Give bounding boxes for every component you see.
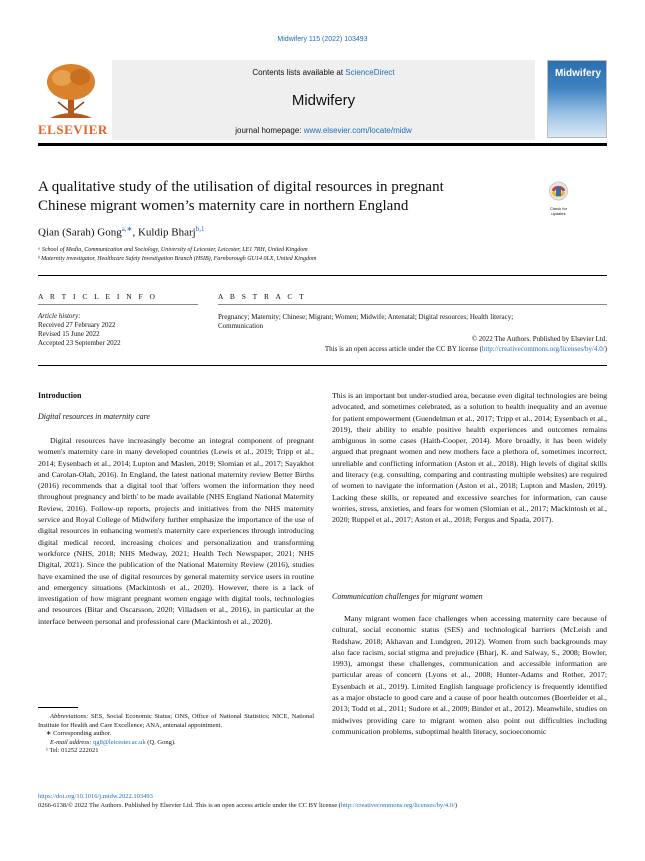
article-history [38,312,208,348]
author-1[interactable]: Qian (Sarah) Gong [38,226,122,239]
footnote-rule [38,707,78,708]
accepted-date: Accepted 23 September 2022 [38,339,121,347]
elsevier-logo[interactable] [38,60,108,138]
contents-line [112,68,535,77]
digital-resources-subheading: Digital resources in maternity care [38,412,150,421]
page-footer [38,792,607,810]
author-2-affiliation[interactable]: b,1 [195,225,205,233]
abstract-rule [218,304,607,305]
communication-challenges-subheading: Communication challenges for migrant women [332,592,483,601]
telephone-footnote: ¹ Tel: 01252 222021 [46,747,99,754]
license-prefix: This is an open access article under the CC BY license ( [324,345,482,353]
history-label: Article history: [38,312,81,320]
corresponding-author: ∗ Corresponding author. [46,730,112,737]
license-suffix: ) [604,345,607,353]
email-link[interactable]: qg8@leicester.ac.uk [93,738,146,746]
article-title [38,178,528,216]
title-line-1: A qualitative study of the utilisation of digital resources in pregnant [38,179,444,195]
right-column-paragraph-2 [332,613,607,737]
journal-reference[interactable]: Midwifery 115 (2022) 103493 [277,36,368,43]
contents-prefix: Contents lists available at [252,68,344,77]
footer-license-link[interactable]: http://creativecommons.org/licenses/by/4.0/ [340,802,455,809]
author-list [38,225,538,239]
introduction-heading: Introduction [38,391,82,400]
elsevier-tree-icon [44,62,98,120]
received-date: Received 27 February 2022 [38,321,116,329]
footnotes [38,713,314,756]
homepage-prefix: journal homepage: [235,126,302,135]
issn-suffix: ) [454,802,458,809]
homepage-line [112,126,535,135]
crossmark-text-1: Check for [549,206,568,211]
keywords-line-1: Pregnancy; Maternity; Chinese; Migrant; Women; Midwife; Antenatal; Digital resources; Health literacy; [218,313,514,321]
abstract-rule-bottom [38,365,607,366]
author-1-affiliation[interactable]: a,∗ [121,225,133,233]
author-separator: , [132,226,138,239]
intro-paragraph [38,435,314,627]
title-line-2: Chinese migrant women’s maternity care in northern England [38,198,409,214]
abbreviations-footnote [38,713,314,730]
right-paragraph-1-text: This is an important but under-studied area, because even digital technologies are being advocated, and sometimes celebrated, as a solution to health inequality and an avenue for patient empowerment (Guendelman et al., 2017; Tripp et al., 2014; Eysenbach et al., 2019), their ability to enable positive health experiences and outcomes remains ambiguous in some cases (Haith-Cooper, 2014). More broadly, it has been widely argued that pregnant women and new mothers face a plethora of, sometimes incorrect, unreliable and conflicting information (Aston et al., 2018). High levels of digital skills and literacy (e.g. consulting, comparing and contrasting multiple websites) are required of women to navigate the information (Aston et al., 2018; Lupton and Maslen, 2019). Lacking these skills, or repeated and excessive searches for information, can cause worries, stress, anxieties, and fears for women (Slomian et al., 2017; Mackintosh et al., 2020; Ruppel et al., 2017; Aston et al., 2018; Fergus and Spada, 2017). [332,391,607,525]
cover-title: Midwifery [554,68,602,79]
affiliation-a: ᵃ School of Media, Communication and Sociology, University of Leicester, Leicester, LE1 7RH, United Kingdom [38,247,308,253]
elsevier-wordmark: ELSEVIER [38,122,108,137]
email-label: E-mail address: [50,738,92,746]
check-for-updates-button[interactable] [543,181,574,216]
revised-date: Revised 15 June 2022 [38,330,100,338]
issn-prefix: 0266-6138/© 2022 The Authors. Published by Elsevier Ltd. This is an open access article under the CC BY license ( [38,802,341,809]
right-paragraph-2-text: Many migrant women face challenges when accessing maternity care because of cultural, social economic status (SES) and technological barriers (McLeish and Redshaw, 2018; Akhavan and Lundgren, 2012). Women from such backgrounds may also face racism, social stigma and prejudice (Bharj, K. and Salway, S., 2008; Bowler, 1993), amongst these challenges, communication and accessible information are particular areas of concern (Lyons et al., 2008; Hunter-Adams and Rother, 2017; Eysenbach et al., 2019). Limited English language proficiency is frequently identified as a major obstacle to good care and a cause of poor health outcomes (Boerleider et al., 2013; Todd et al., 2011; Sudore et al., 2009; Binder et al., 2012). Meanwhile, studies on midwives providing care to migrant women also point out difficulties including communication problems, suboptimal health literacy, socioeconomic [332,614,607,736]
crossmark-text-2: updates [551,210,566,216]
abbreviations-text: SES, Social Economic Status; ONS, Office of National Statistics; NICE, National Institute for Health and Care Excellence; ANA, antenatal appointment. [38,713,315,729]
header-rule [38,143,607,146]
article-info-heading: A R T I C L E I N F O [38,292,158,301]
journal-cover[interactable] [547,60,607,138]
article-info-rule [38,304,198,305]
author-2[interactable]: Kuldip Bharj [137,226,196,239]
keywords-line-2: Communication [218,322,264,330]
email-suffix: (Q. Gong). [147,738,176,746]
email-footnote [38,739,314,748]
affiliation-rule [38,275,607,276]
crossmark-icon [543,181,574,203]
issn-line [38,801,607,810]
abstract-license [218,345,607,354]
journal-name: Midwifery [291,92,356,109]
license-link[interactable]: http://creativecommons.org/licenses/by/4.0/ [481,345,605,353]
intro-paragraph-text: Digital resources have increasingly become an integral component of pregnant women's maternity care in many developed countries (Lewis et al., 2019; Tripp et al., 2014; Eysenbach et al., 2014; Lupton and Maslen, 2019; Slomian et al., 2017; Sayakhot and Carolan-Olah, 2016). In England, the latest national maternity review Better Births (2016) recommends that a digital tool that 'offers women the information they need throughout pregnancy and birth' to be made available (NHS England National Maternity Review, 2016). Follow-up reports, projects and initiatives from the NHS maternity service and Royal College of Midwifery further emphasize the importance of the use of digital resources in enhancing women's maternity care experiences through introducing digital medical record, increasing choices and personalization and transforming workforce (NHS, 2018; NHS Medway, 2021; Health Tech Newspaper, 2021; NHS Digital, 2021). Since the publication of the National Maternity Review (2016), studies have examined the use of digital resources by general maternity service users in routine and emergency situations (Mackintosh et al., 2020). However, there is a lack of investigation of how migrant pregnant women engage with digital tools, technologies and resources (Bitar and Oscarsson, 2020; Villadsen et al., 2016), in particular at the interface between personal and professional care (Mackintosh et al., 2020). [38,436,314,626]
journal-header [112,60,535,140]
affiliation-b: ᵇ Maternity investigator, Healthcare Safety Investigation Branch (HSIB), Farnborough GU14 0LX, United Kingdom [38,256,317,262]
doi-link[interactable]: https://doi.org/10.1016/j.midw.2022.103493 [38,793,153,800]
keywords [218,313,607,331]
abstract-copyright: © 2022 The Authors. Published by Elsevier Ltd. [471,335,607,343]
homepage-link[interactable]: www.elsevier.com/locate/midw [303,126,412,135]
abbreviations-label: Abbreviations: [50,713,89,720]
right-column-paragraph-1 [332,390,607,526]
abstract-heading: A B S T R A C T [218,292,307,301]
sciencedirect-link[interactable]: ScienceDirect [345,68,395,77]
